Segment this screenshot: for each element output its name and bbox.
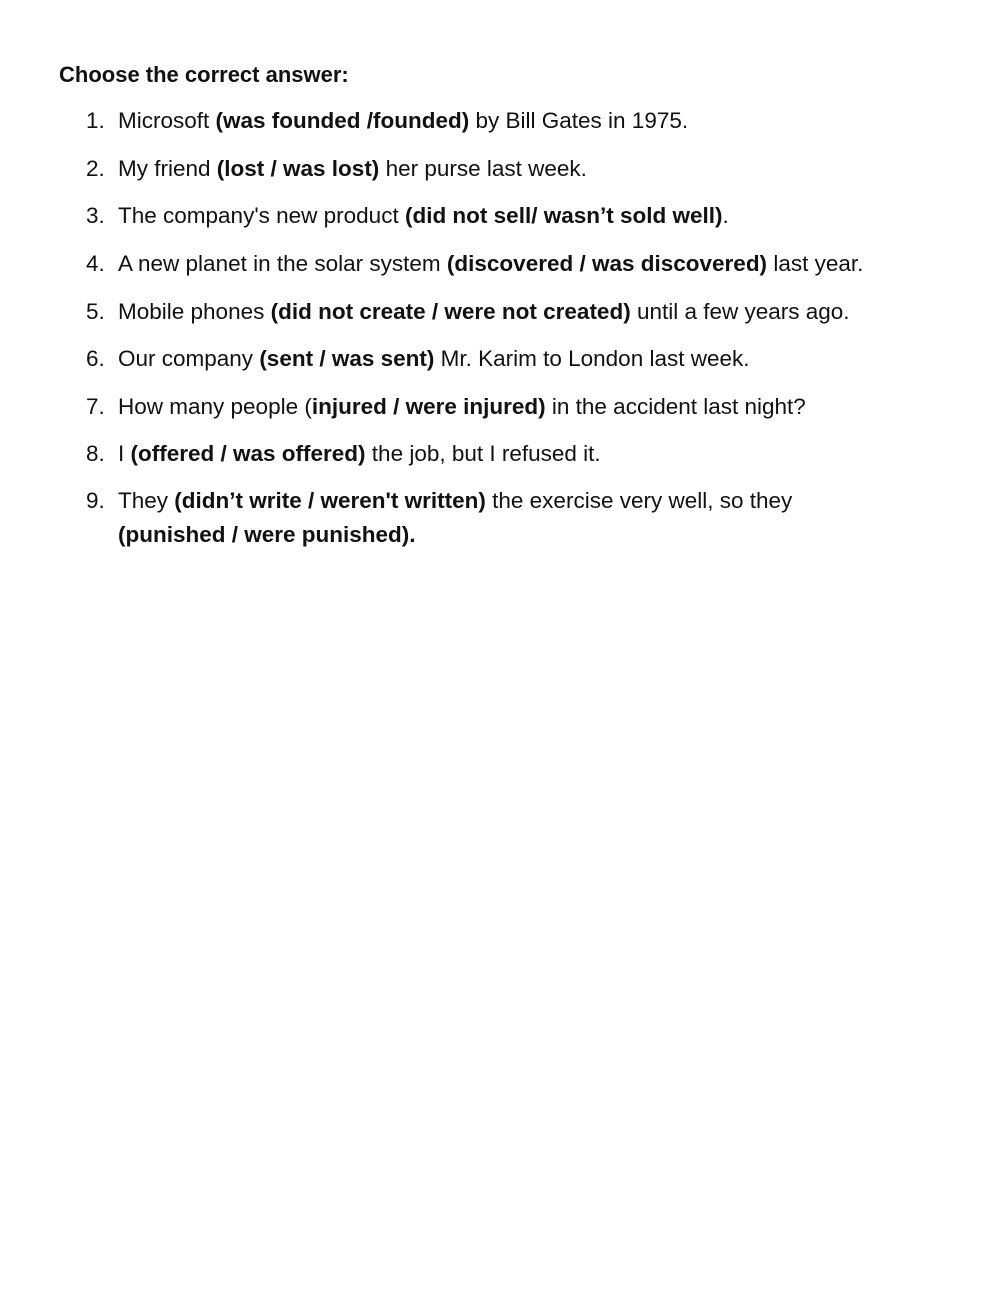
answer-options: (lost / was lost) <box>216 156 380 181</box>
question-text-before: The company's new product <box>118 203 405 228</box>
question-text-after: . <box>722 203 729 228</box>
question-number: 3. <box>86 203 105 228</box>
question-text-before: Our company <box>118 346 260 371</box>
question-item <box>86 152 936 186</box>
question-text <box>118 104 936 138</box>
question-item <box>86 484 936 552</box>
question-text <box>118 152 936 186</box>
question-number: 1. <box>86 108 105 133</box>
question-item <box>86 295 936 329</box>
question-text <box>118 247 936 281</box>
question-item <box>86 104 936 138</box>
question-item <box>86 390 936 424</box>
answer-options: (sent / was sent) <box>259 346 435 371</box>
question-text <box>118 437 936 471</box>
question-text-after: Mr. Karim to London last week. <box>434 346 750 371</box>
question-number: 5. <box>86 299 105 324</box>
question-number: 7. <box>86 394 105 419</box>
answer-options: (discovered / was discovered) <box>446 251 768 276</box>
question-text <box>118 484 936 552</box>
question-text-before: Mobile phones <box>118 299 271 324</box>
question-text-after: her purse last week. <box>379 156 587 181</box>
question-number: 8. <box>86 441 105 466</box>
question-item <box>86 342 936 376</box>
question-text-after: in the accident last night? <box>545 394 806 419</box>
worksheet-heading: Choose the correct answer: <box>59 62 349 87</box>
question-text <box>118 199 936 233</box>
question-text-before: I <box>118 441 131 466</box>
question-text-before: A new planet in the solar system <box>118 251 447 276</box>
question-item <box>86 199 936 233</box>
question-text-after: last year. <box>767 251 864 276</box>
answer-options: (was founded /founded) <box>215 108 470 133</box>
question-text-before: How many people ( <box>118 394 312 419</box>
question-number: 9. <box>86 488 105 513</box>
question-number: 6. <box>86 346 105 371</box>
answer-options: injured / were injured) <box>311 394 546 419</box>
question-text-after: the job, but I refused it. <box>365 441 601 466</box>
question-text-before: Microsoft <box>118 108 216 133</box>
answer-options: (did not sell/ wasn’t sold well) <box>404 203 723 228</box>
answer-options: (offered / was offered) <box>130 441 366 466</box>
question-text-before: My friend <box>118 156 217 181</box>
question-text <box>118 342 936 376</box>
answer-options-second: (punished / were punished). <box>118 522 416 547</box>
question-number: 2. <box>86 156 105 181</box>
question-text <box>118 390 936 424</box>
question-text <box>118 295 936 329</box>
question-text-after: the exercise very well, so they <box>485 488 793 513</box>
question-text-before: They <box>118 488 175 513</box>
question-text-after: by Bill Gates in 1975. <box>469 108 689 133</box>
question-item <box>86 247 936 281</box>
question-number: 4. <box>86 251 105 276</box>
question-text-after: until a few years ago. <box>630 299 850 324</box>
question-item <box>86 437 936 471</box>
answer-options: (didn’t write / weren't written) <box>174 488 486 513</box>
answer-options: (did not create / were not created) <box>270 299 631 324</box>
